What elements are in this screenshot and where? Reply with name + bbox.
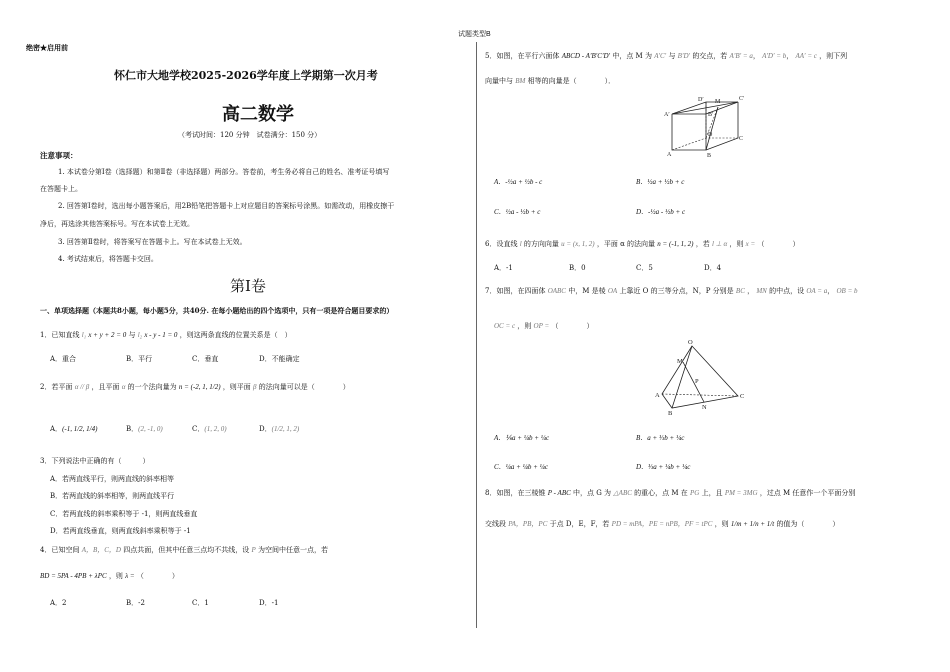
option-c: C．垂直 [192, 355, 219, 363]
notes-title: 注意事项： [40, 151, 78, 160]
label-d: D [708, 132, 713, 138]
question-2-stem: 2．若平面 α // β ，且平面 α 的一个法向量为 n = (-2, 1, 1/2) ，则平面 β 的法向量可以是（ ） [40, 383, 350, 391]
option-a: A．⅙a + ¼b + ¼c [494, 434, 550, 442]
note-line: 在答题卡上。 [40, 185, 82, 193]
label-b: B [707, 153, 712, 159]
label-a-prime: A′ [664, 112, 670, 118]
option-d: D．4 [704, 264, 722, 272]
label-n: N [702, 404, 707, 411]
option-c: C．¼a + ¼b + ¼c [494, 463, 548, 471]
label-b-prime: B′ [708, 112, 714, 118]
label-p: P [695, 378, 699, 385]
exam-type-label: 试题类型B [458, 31, 491, 38]
question-6-stem: 6．设直线 l 的方向向量 u = (x, 1, 2) ，平面 α 的法向量 n = (-1, 1, 2) ，若 l ⊥ α ，则 x = （ ） [485, 240, 800, 248]
exam-title: 怀仁市大地学校2025-2026学年度上学期第一次月考 [114, 69, 378, 82]
option-b: B．0 [569, 264, 586, 272]
label-a: A [667, 152, 672, 158]
question-4-stem: 4．已知空间 A，B，C，D 四点共面，但其中任意三点均不共线，设 P 为空间中任意一点，若 [40, 546, 328, 554]
option-c: C．(1, 2, 0) [192, 425, 227, 433]
label-c: C [740, 393, 745, 400]
note-line: 2. 回答第Ⅰ卷时，选出每小题答案后，用2B铅笔把答题卡上对应题目的答案标号涂黑。如需改动，用橡皮擦干 [58, 202, 395, 210]
note-line: 3. 回答第Ⅱ卷时，将答案写在答题卡上。写在本试卷上无效。 [58, 238, 247, 246]
option-a: A．-1 [494, 264, 513, 272]
option-d: D．-1 [259, 599, 279, 607]
question-5-stem-cont: 向量中与 BM 相等的向量是（ ）． [485, 77, 616, 85]
section-title: 第Ⅰ卷 [230, 277, 266, 295]
label-b: B [668, 410, 673, 417]
label-o: O [688, 339, 693, 346]
question-3-stem: 3．下列说法中正确的有（ ） [40, 457, 150, 465]
option-c: C．½a - ½b + c [494, 208, 541, 216]
option-d: D．不能确定 [259, 355, 300, 363]
tetrahedron-figure [650, 338, 750, 418]
option-b: B．½a + ½b + c [636, 178, 685, 186]
time-info: （考试时间：120 分钟 试卷满分：150 分） [178, 131, 322, 139]
section-instruction: 一、单项选择题（本题共8小题，每小题5分，共40分. 在每小题给出的四个选项中，只有一项是符合题目要求的） [40, 306, 394, 315]
question-8-stem-cont: 交线段 PA，PB，PC 于点 D，E，F，若 PD = mPA，PE = nPB，PF = tPC ，则 1/m + 1/n + 1/t 的值为（ ） [485, 520, 840, 528]
note-line: 1. 本试卷分第Ⅰ卷（选择题）和第Ⅱ卷（非选择题）两部分。答卷前，考生务必将自己的姓名、准考证号填写 [58, 168, 390, 176]
parallelepiped-figure [650, 92, 750, 162]
label-c: C [739, 136, 744, 142]
option-c: C．若两直线的斜率乘积等于 -1，则两直线垂直 [50, 510, 198, 518]
option-a: A．2 [50, 599, 67, 607]
option-b: B．若两直线的斜率相等，则两直线平行 [50, 492, 175, 500]
question-5-stem: 5．如图，在平行六面体 ABCD - A′B′C′D′ 中，点 M 为 A′C′ 与 B′D′ 的交点，若 A′B′ = a， A′D′ = b， AA′ = c ，则下列 [485, 52, 848, 60]
label-m: M [677, 358, 683, 365]
option-a: A．若两直线平行，则两直线的斜率相等 [50, 475, 175, 483]
label-c-prime: C′ [739, 96, 745, 102]
question-4-equation: BD = 5PA - 4PB + λPC ，则 λ = （ ） [40, 572, 179, 580]
option-d: D．⅓a + ¼b + ¼c [636, 463, 691, 471]
option-b: B．(2, -1, 0) [126, 425, 163, 433]
option-d: D．(1/2, 1, 2) [259, 425, 300, 433]
option-d: D．若两直线垂直，则两直线斜率乘积等于 -1 [50, 527, 191, 535]
question-1-stem: 1．已知直线 l₁ x + y + 2 = 0 与 l₂ x - y - 1 = 0 ，则这两条直线的位置关系是（ ） [40, 331, 292, 339]
option-a: A．(-1, 1/2, 1/4) [50, 425, 98, 433]
label-a: A [655, 392, 660, 399]
option-c: C．1 [192, 599, 209, 607]
question-7-stem-cont: OC = c ，则 OP = （ ） [494, 322, 594, 330]
label-m: M [715, 99, 721, 105]
option-a: A．重合 [50, 355, 77, 363]
option-a: A．-½a + ½b - c [494, 178, 543, 186]
column-divider [476, 42, 477, 628]
subject-title: 高二数学 [222, 104, 294, 125]
option-b: B．a + ⅓b + ¼c [636, 434, 685, 442]
option-d: D．-½a - ½b + c [636, 208, 686, 216]
note-line: 4. 考试结束后，将答题卡交回。 [58, 255, 158, 263]
option-b: B．-2 [126, 599, 145, 607]
label-d-prime: D′ [698, 97, 704, 103]
question-8-stem: 8．如图，在三棱锥 P - ABC 中，点 G 为 △ABC 的重心，点 M 在 PG 上，且 PM = 3MG ，过点 M 任意作一个平面分别 [485, 489, 856, 497]
note-line: 净后，再选涂其他答案标号。写在本试卷上无效。 [40, 220, 194, 228]
confidential-label: 绝密★启用前 [26, 45, 68, 52]
option-b: B．平行 [126, 355, 153, 363]
question-7-stem: 7．如图，在四面体 OABC 中，M 是棱 OA 上靠近 O 的三等分点，N，P 分别是 BC ， MN 的中点，设 OA = a， OB = b [485, 287, 858, 295]
option-c: C．5 [636, 264, 653, 272]
